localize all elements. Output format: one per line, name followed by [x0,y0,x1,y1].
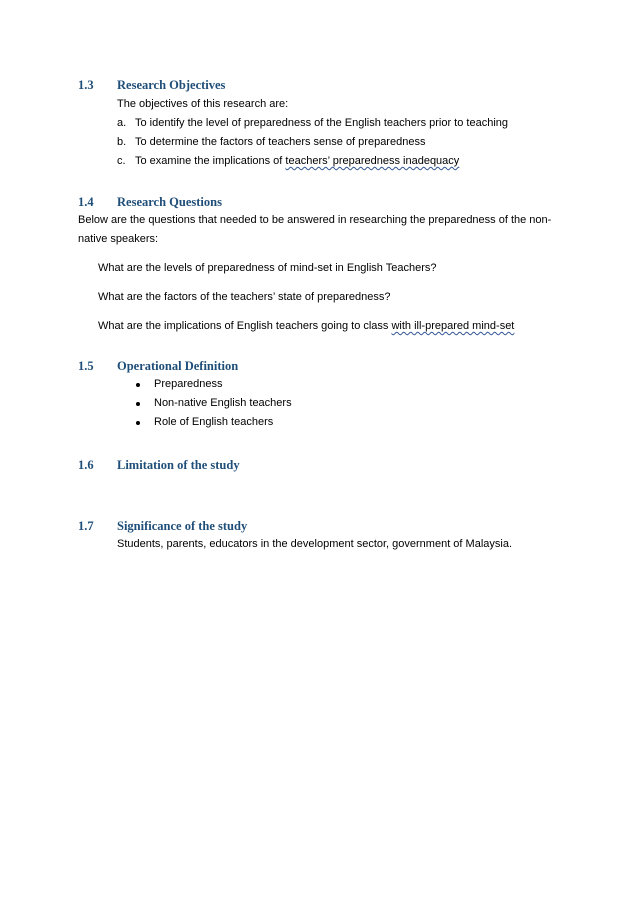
section-title: Research Questions [117,195,222,209]
section-heading [78,357,578,375]
objective-item-c [78,152,578,171]
list-marker: b. [117,136,127,148]
grammar-flagged-text: teachers’ preparedness inadequacy [285,155,460,167]
section-operational-definition [78,357,578,432]
list-marker: c. [117,155,126,167]
section-significance [78,517,578,554]
section-number: 1.5 [78,359,94,373]
list-text-plain: To examine the implications of [135,155,286,167]
list-marker: a. [117,117,127,129]
research-question-3 [78,317,578,336]
section-limitation [78,456,578,474]
section-number: 1.4 [78,195,94,209]
section-heading [78,456,578,474]
section-title: Operational Definition [117,359,239,373]
bullet-text: Preparedness [154,378,223,390]
research-question-2: What are the factors of the teachers’ state of preparedness? [98,291,391,303]
bullet-text: Non-native English teachers [154,397,292,409]
list-text: To determine the factors of teachers sense of preparedness [135,136,426,148]
bullet-text: Role of English teachers [154,416,274,428]
objective-item-b [78,133,578,152]
list-text [135,152,459,171]
list-text: To identify the level of preparedness of the English teachers prior to teaching [135,117,509,129]
bullet-item [78,394,578,413]
research-question-1: What are the levels of preparedness of mind-set in English Teachers? [98,262,437,274]
bullet-item [78,413,578,432]
section-heading [78,193,578,211]
section-title: Research Objectives [117,78,226,92]
section-heading [78,76,578,94]
section-number: 1.3 [78,78,94,92]
bullet-icon [136,383,140,387]
questions-intro-paragraph: Below are the questions that needed to be answered in researching the preparedness of the non-native speakers: [78,214,552,245]
section-number: 1.6 [78,458,94,472]
grammar-flagged-text: with ill-prepared mind-set [391,320,515,332]
section-research-questions [78,193,578,336]
bullet-item [78,375,578,394]
significance-text: Students, parents, educators in the development sector, government of Malaysia. [117,538,513,550]
section-research-objectives [78,76,578,171]
question-text-plain: What are the implications of English teachers going to class [98,320,392,332]
bullet-icon [136,421,140,425]
section-heading [78,517,578,535]
objectives-intro: The objectives of this research are: [117,98,289,110]
objective-item-a [78,114,578,133]
bullet-icon [136,402,140,406]
section-number: 1.7 [78,519,94,533]
section-title: Significance of the study [117,519,248,533]
section-title: Limitation of the study [117,458,240,472]
